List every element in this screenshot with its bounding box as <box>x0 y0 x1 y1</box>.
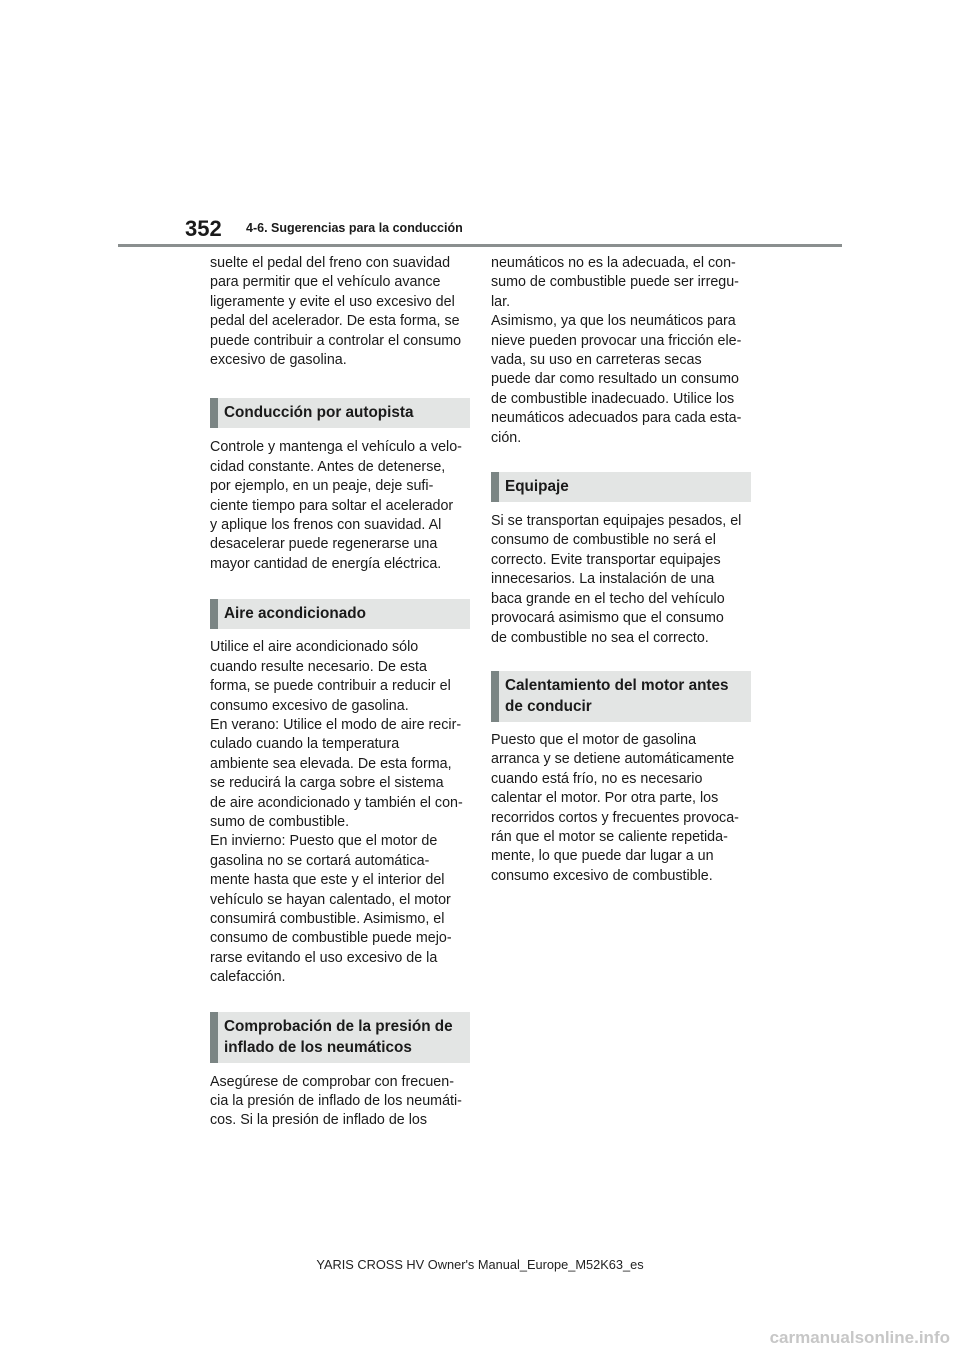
section-title: 4-6. Sugerencias para la conducción <box>246 221 463 235</box>
highway-driving-text: Controle y mantenga el vehículo a velo- cidad constante. Antes de detenerse, por ejemplo, en un peaje, deje sufi- ciente tiempo para soltar el acelerador y aplique los frenos con suavidad. Al desacelerar puede regenerarse una mayor cantidad de energía eléctrica. <box>210 439 462 572</box>
heading-engine-warmup: Calentamiento del motor antes de conducir <box>491 671 751 722</box>
heading-luggage: Equipaje <box>491 472 751 502</box>
heading-highway-driving: Conducción por autopista <box>210 398 470 428</box>
page-number: 352 <box>185 216 222 241</box>
left-column <box>210 254 470 1131</box>
intro-paragraph: suelte el pedal del freno con suavidad para permitir que el vehículo avance ligeramente y evite el uso excesivo del pedal del acelerador. De esta forma, se puede contribuir a controlar el consumo excesivo de gasolina. <box>210 255 462 369</box>
heading-air-conditioning: Aire acondicionado <box>210 599 470 629</box>
engine-warmup-text: Puesto que el motor de gasolina arranca y se detiene automáticamente cuando está frío, no es necesario calentar el motor. Por otra parte, los recorridos cortos y frecuentes provoca- rán que el motor se caliente repetida- mente, lo que puede dar lugar a un consumo excesivo de combustible. <box>491 731 739 884</box>
heading-tire-pressure: Comprobación de la presión de inflado de los neumáticos <box>210 1012 470 1063</box>
header-rule <box>118 244 842 247</box>
air-conditioning-text: Utilice el aire acondicionado sólo cuando resulte necesario. De esta forma, se puede contribuir a reducir el consumo excesivo de gasolina. En verano: Utilice el modo de aire recir- culado cuando la temperatura ambiente sea elevada. De esta forma, se reducirá la carga sobre el sistema de aire acondicionado y también el con- sumo de combustible. En invierno: Puesto que el motor de gasolina no se cortará automática- mente hasta que este y el interior del vehículo se hayan calentado, el motor consumirá combustible. Asimismo, el consumo de combustible puede mejo- rarse evitando el uso excesivo de la calefacción. <box>210 639 463 986</box>
tire-pressure-text: Asegúrese de comprobar con frecuen- cia la presión de inflado de los neumáti- cos. Si la presión de inflado de los <box>210 1073 462 1129</box>
watermark: carmanualsonline.info <box>769 1328 950 1347</box>
footer-manual-id: YARIS CROSS HV Owner's Manual_Europe_M52K63_es <box>316 1257 644 1272</box>
tire-pressure-continued-text: neumáticos no es la adecuada, el con- sumo de combustible puede ser irregu- lar. Asimismo, ya que los neumáticos para nieve pueden provocar una fricción ele- vada, su uso en carreteras secas puede dar como resultado un consumo de combustible inadecuado. Utilice los neumáticos adecuados para cada esta- ción. <box>491 255 742 446</box>
right-column <box>491 254 751 886</box>
luggage-text: Si se transportan equipajes pesados, el consumo de combustible no será el correcto. Evite transportar equipajes innecesarios. La instalación de una baca grande en el techo del vehículo provocará asimismo que el consumo de combustible no sea el correcto. <box>491 513 742 646</box>
